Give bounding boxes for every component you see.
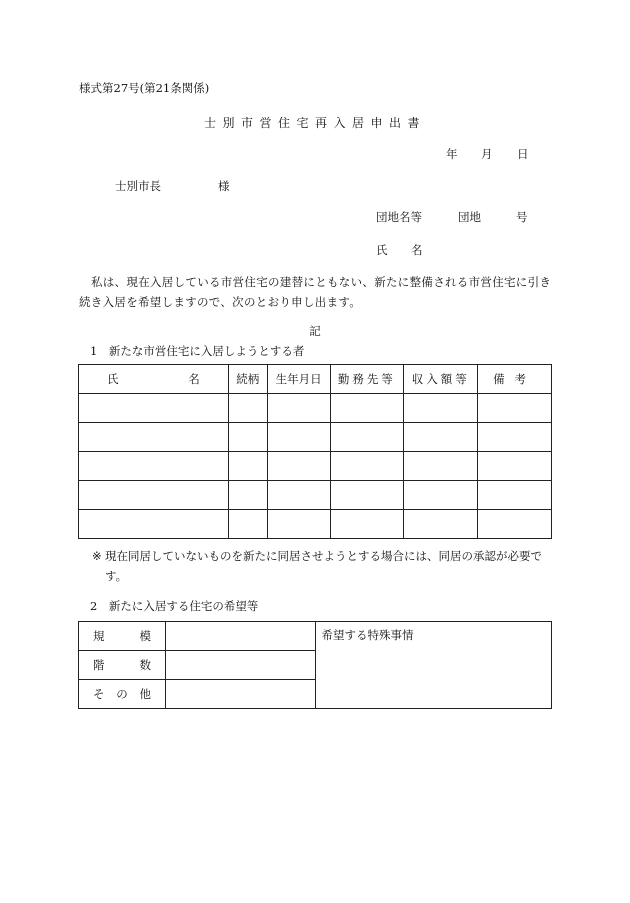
table-row (79, 394, 552, 423)
note-text: 現在同居していないものを新たに同居させようとする場合には、同居の承認が必要です。 (105, 549, 542, 583)
section1-heading: 1 新たな市営住宅に入居しようとする者 (90, 344, 305, 358)
cell-name[interactable] (79, 510, 229, 539)
special-circumstances-label: 希望する特殊事情 (321, 628, 414, 642)
cell-name[interactable] (79, 481, 229, 510)
value-other[interactable] (165, 680, 315, 709)
label-other (79, 680, 166, 709)
date-month-label: 月 (481, 147, 493, 161)
label-other-a: そ (93, 687, 105, 701)
cell-birthdate[interactable] (267, 452, 330, 481)
complex-unit: 団地 (458, 210, 481, 224)
label-size-a: 規 (93, 629, 105, 643)
cell-relation[interactable] (228, 394, 267, 423)
special-circumstances-cell[interactable] (315, 622, 551, 709)
cell-remarks[interactable] (478, 452, 552, 481)
cell-remarks[interactable] (478, 394, 552, 423)
header-workplace: 勤務先等 (330, 365, 404, 394)
label-floors-b: 数 (139, 658, 151, 672)
cell-name[interactable] (79, 394, 229, 423)
note-mark: ※ (92, 549, 102, 563)
date-year-label: 年 (446, 147, 458, 161)
label-floors (79, 651, 166, 680)
table-row (79, 510, 552, 539)
cell-income[interactable] (404, 510, 478, 539)
complex-label: 団地名等 (376, 210, 422, 224)
header-name (79, 365, 229, 394)
header-name-b: 名 (188, 372, 200, 386)
cell-workplace[interactable] (330, 452, 404, 481)
honorific: 様 (218, 179, 230, 193)
applicant-name-label-a: 氏 (376, 243, 388, 257)
cell-birthdate[interactable] (267, 394, 330, 423)
table-row (79, 423, 552, 452)
label-other-c: 他 (139, 687, 151, 701)
cell-workplace[interactable] (330, 481, 404, 510)
cell-birthdate[interactable] (267, 423, 330, 452)
label-size (79, 622, 166, 651)
cell-workplace[interactable] (330, 394, 404, 423)
header-income: 収入額等 (404, 365, 478, 394)
value-floors[interactable] (165, 651, 315, 680)
table-row (79, 452, 552, 481)
cell-income[interactable] (404, 423, 478, 452)
table-header-row (79, 365, 552, 394)
applicant-name-label-b: 名 (411, 243, 423, 257)
cell-name[interactable] (79, 423, 229, 452)
value-size[interactable] (165, 622, 315, 651)
cell-workplace[interactable] (330, 510, 404, 539)
cell-remarks[interactable] (478, 423, 552, 452)
table-row (79, 481, 552, 510)
label-other-b: の (116, 687, 128, 701)
cell-birthdate[interactable] (267, 510, 330, 539)
household-members-table (78, 364, 552, 539)
cell-name[interactable] (79, 452, 229, 481)
header-remarks: 備考 (478, 365, 552, 394)
cell-birthdate[interactable] (267, 481, 330, 510)
cell-workplace[interactable] (330, 423, 404, 452)
cell-remarks[interactable] (478, 481, 552, 510)
cell-income[interactable] (404, 452, 478, 481)
header-relation: 続柄 (228, 365, 267, 394)
header-name-a: 氏 (107, 372, 119, 386)
housing-preference-table (78, 621, 552, 709)
form-number: 様式第27号(第21条関係) (79, 81, 210, 95)
section2-heading: 2 新たに入居する住宅の希望等 (90, 599, 259, 613)
cell-relation[interactable] (228, 510, 267, 539)
cell-relation[interactable] (228, 452, 267, 481)
addressee: 士別市長 (115, 179, 161, 193)
label-size-b: 模 (139, 629, 151, 643)
header-birthdate: 生年月日 (267, 365, 330, 394)
ki-heading: 記 (309, 324, 321, 338)
cell-income[interactable] (404, 394, 478, 423)
document-title: 士別市営住宅再入居申出書 (203, 116, 426, 130)
cell-income[interactable] (404, 481, 478, 510)
application-statement: 私は、現在入居している市営住宅の建替にともない、新たに整備される市営住宅に引き続き入居を希望しますので、次のとおり申し出ます。 (79, 275, 552, 309)
cohabitation-note (79, 546, 554, 586)
cell-relation[interactable] (228, 423, 267, 452)
cell-remarks[interactable] (478, 510, 552, 539)
room-unit: 号 (516, 210, 528, 224)
date-day-label: 日 (517, 147, 529, 161)
cell-relation[interactable] (228, 481, 267, 510)
table-row (79, 622, 552, 651)
label-floors-a: 階 (93, 658, 105, 672)
